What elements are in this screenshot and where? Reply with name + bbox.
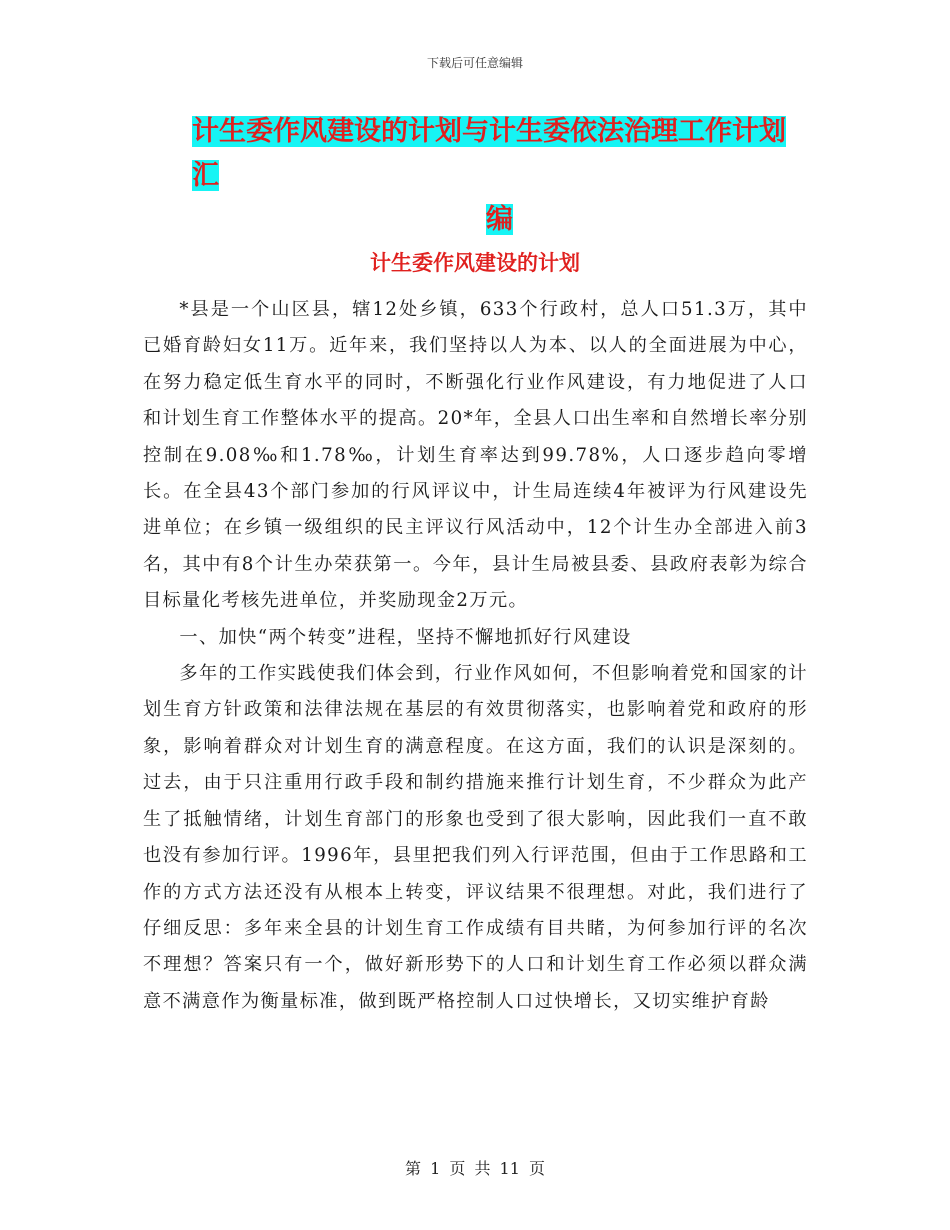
paragraph: 多年的工作实践使我们体会到，行业作风如何，不但影响着党和国家的计划生育方针政策和法律法规在基层的有效贯彻落实，也影响着党和政府的形象，影响着群众对计划生育的满意程度。在这方面，我们的认识是深刻的。过去，由于只注重用行政手段和制约措施来推行计划生育，不少群众为此产生了抵触情绪，计划生育部门的形象也受到了很大影响，因此我们一直不敢也没有参加行评。1996年，县里把我们列入行评范围，但由于工作思路和工作的方式方法还没有从根本上转变，评议结果不很理想。对此，我们进行了仔细反思：多年来全县的计划生育工作成绩有目共睹，为何参加行评的名次不理想？答案只有一个，做好新形势下的人口和计划生育工作必须以群众满意不满意作为衡量标准，做到既严格控制人口过快增长，又切实维护育龄 bbox=[143, 663, 808, 1012]
section-title: 计生委作风建设的计划 bbox=[370, 250, 580, 275]
body-text bbox=[143, 292, 808, 1020]
paragraph-heading: 一、加快“两个转变”进程，坚持不懈地抓好行风建设 bbox=[179, 626, 632, 648]
paragraph: *县是一个山区县，辖12处乡镇，633个行政村，总人口51.3万，其中已婚育龄妇女11万。近年来，我们坚持以人为本、以人的全面进展为中心，在努力稳定低生育水平的同时，不断强化行业作风建设，有力地促进了人口和计划生育工作整体水平的提高。20*年，全县人口出生率和自然增长率分别控制在9.08‰和1.78‰，计划生育率达到99.78%，人口逐步趋向零增长。在全县43个部门参加的行风评议中，计生局连续4年被评为行风建设先进单位；在乡镇一级组织的民主评议行风活动中，12个计生办全部进入前3名，其中有8个计生办荣获第一。今年，县计生局被县委、县政府表彰为综合目标量化考核先进单位，并奖励现金2万元。 bbox=[143, 299, 808, 612]
document-title bbox=[192, 110, 807, 242]
title-line-1: 计生委作风建设的计划与计生委依法治理工作计划汇 bbox=[192, 116, 786, 191]
header-note: 下载后可任意编辑 bbox=[426, 56, 523, 70]
page-footer: 第 1 页 共 11 页 bbox=[405, 1159, 545, 1178]
title-line-2: 编 bbox=[486, 204, 513, 235]
